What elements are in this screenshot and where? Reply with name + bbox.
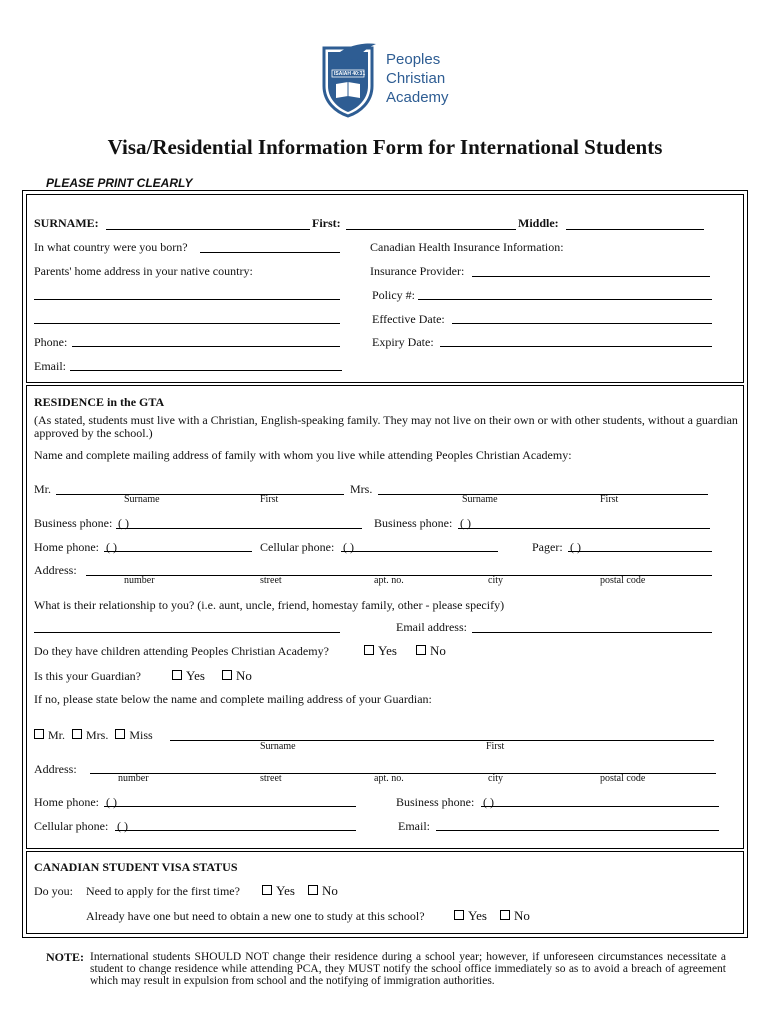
note-label: NOTE: [46, 950, 85, 964]
checkbox-icon[interactable] [172, 670, 182, 680]
children-no-option[interactable] [416, 643, 446, 659]
residence-heading: RESIDENCE in the GTA [34, 395, 165, 409]
mrs-surname-sub: Surname [462, 494, 498, 505]
guardian-cellular-phone-label: Cellular phone: [34, 819, 109, 833]
yes-label: Yes [378, 643, 397, 658]
mr-label: Mr. [34, 482, 52, 496]
crest-icon [320, 42, 378, 118]
guardian-address-label: Address: [34, 762, 77, 776]
school-name [386, 50, 449, 107]
miss-option[interactable] [115, 728, 152, 742]
business-phone-label-2: Business phone: [374, 516, 453, 530]
guardian-instructions: If no, please state below the name and complete mailing address of your Guardian: [34, 692, 432, 706]
middle-label: Middle: [518, 216, 559, 230]
expiry-label: Expiry Date: [372, 335, 434, 349]
cellular-phone-paren: ( ) [343, 540, 354, 554]
guardian-business-phone-label: Business phone: [396, 795, 475, 809]
pager-field[interactable] [568, 551, 712, 552]
guardian-no-option[interactable] [222, 668, 252, 684]
apt-sub: apt. no. [374, 575, 404, 586]
business-phone-paren: ( ) [118, 516, 129, 530]
no-label: No [322, 883, 338, 898]
parents-address-label: Parents' home address in your native country: [34, 264, 253, 278]
guardian-business-phone-field[interactable] [481, 806, 719, 807]
provider-label: Insurance Provider: [370, 264, 465, 278]
no-label: No [236, 668, 252, 683]
home-phone-label: Home phone: [34, 540, 99, 554]
mr-option[interactable] [34, 728, 65, 742]
relationship-field[interactable] [34, 632, 340, 633]
checkbox-icon[interactable] [34, 729, 44, 739]
no-label: No [514, 908, 530, 923]
address-label: Address: [34, 563, 77, 577]
guardian-business-phone-paren: ( ) [483, 795, 494, 809]
already-have-question: Already have one but need to obtain a new one to study at this school? [86, 909, 425, 923]
expiry-date-field[interactable] [440, 346, 712, 347]
provider-field[interactable] [472, 276, 710, 277]
guardian-street-sub: street [260, 773, 282, 784]
home-phone-paren: ( ) [106, 540, 117, 554]
effective-label: Effective Date: [372, 312, 445, 326]
school-logo [320, 42, 460, 118]
checkbox-icon[interactable] [308, 885, 318, 895]
apply-first-question: Need to apply for the first time? [86, 884, 240, 898]
postal-sub: postal code [600, 575, 646, 586]
checkbox-icon[interactable] [416, 645, 426, 655]
guardian-city-sub: city [488, 773, 503, 784]
middle-name-field[interactable] [566, 229, 704, 230]
cellular-phone-field[interactable] [341, 551, 498, 552]
mr-option-label: Mr. [48, 728, 66, 742]
guardian-number-sub: number [118, 773, 149, 784]
pager-label: Pager: [532, 540, 563, 554]
mrs-option[interactable] [72, 728, 108, 742]
policy-label: Policy #: [372, 288, 416, 302]
pager-paren: ( ) [570, 540, 581, 554]
business-phone-field[interactable] [116, 528, 362, 529]
yes-label: Yes [468, 908, 487, 923]
children-yes-option[interactable] [364, 643, 397, 659]
born-label: In what country were you born? [34, 240, 188, 254]
checkbox-icon[interactable] [454, 910, 464, 920]
mrs-label: Mrs. [350, 482, 373, 496]
guardian-apt-sub: apt. no. [374, 773, 404, 784]
apply-first-yes-option[interactable] [262, 883, 295, 899]
guardian-surname-sub: Surname [260, 741, 296, 752]
number-sub: number [124, 575, 155, 586]
email-field[interactable] [70, 370, 342, 371]
relationship-label: What is their relationship to you? (i.e. aunt, uncle, friend, homestay family, other - please specify) [34, 598, 505, 612]
already-have-no-option[interactable] [500, 908, 530, 924]
born-field[interactable] [200, 252, 340, 253]
checkbox-icon[interactable] [72, 729, 82, 739]
guardian-home-phone-label: Home phone: [34, 795, 99, 809]
home-phone-field[interactable] [104, 551, 252, 552]
yes-label: Yes [186, 668, 205, 683]
school-name-line-1: Peoples [386, 51, 441, 68]
guardian-email-label: Email: [398, 819, 430, 833]
school-name-line-2: Christian [386, 70, 446, 87]
surname-label: SURNAME: [34, 216, 99, 230]
guardian-title-options [34, 728, 153, 743]
mrs-name-field[interactable] [378, 494, 708, 495]
email-address-label: Email address: [396, 620, 467, 634]
print-notice: PLEASE PRINT CLEARLY [46, 176, 193, 190]
cellular-phone-label: Cellular phone: [260, 540, 335, 554]
already-have-yes-option[interactable] [454, 908, 487, 924]
checkbox-icon[interactable] [364, 645, 374, 655]
guardian-name-field[interactable] [170, 740, 714, 741]
business-phone-field-2[interactable] [458, 528, 710, 529]
checkbox-icon[interactable] [262, 885, 272, 895]
business-phone-label: Business phone: [34, 516, 113, 530]
apply-first-no-option[interactable] [308, 883, 338, 899]
do-you-label: Do you: [34, 884, 73, 898]
business-phone-paren-2: ( ) [460, 516, 471, 530]
school-name-line-3: Academy [386, 89, 449, 106]
health-info-label: Canadian Health Insurance Information: [370, 240, 564, 254]
parents-address-line-2[interactable] [34, 323, 340, 324]
guardian-question: Is this your Guardian? [34, 669, 141, 683]
checkbox-icon[interactable] [115, 729, 125, 739]
yes-label: Yes [276, 883, 295, 898]
guardian-cellular-phone-field[interactable] [115, 830, 356, 831]
city-sub: city [488, 575, 503, 586]
guardian-first-sub: First [486, 741, 505, 752]
guardian-postal-sub: postal code [600, 773, 646, 784]
policy-field[interactable] [418, 299, 712, 300]
visa-heading: CANADIAN STUDENT VISA STATUS [34, 860, 238, 874]
first-name-field[interactable] [346, 229, 516, 230]
miss-option-label: Miss [129, 728, 153, 742]
street-sub: street [260, 575, 282, 586]
email-address-field[interactable] [472, 632, 712, 633]
guardian-cellular-phone-paren: ( ) [117, 819, 128, 833]
email-label: Email: [34, 359, 66, 373]
mrs-option-label: Mrs. [86, 728, 109, 742]
surname-field[interactable] [106, 229, 310, 230]
checkbox-icon[interactable] [222, 670, 232, 680]
guardian-yes-option[interactable] [172, 668, 205, 684]
page-title: Visa/Residential Information Form for International Students [107, 135, 663, 159]
phone-field[interactable] [72, 346, 340, 347]
mrs-first-sub: First [600, 494, 619, 505]
guardian-email-field[interactable] [436, 830, 719, 831]
checkbox-icon[interactable] [500, 910, 510, 920]
parents-address-line-1[interactable] [34, 299, 340, 300]
guardian-home-phone-paren: ( ) [106, 795, 117, 809]
mr-name-field[interactable] [56, 494, 344, 495]
phone-label: Phone: [34, 335, 68, 349]
mr-first-sub: First [260, 494, 279, 505]
crest-text: ISAIAH 40:31 [334, 71, 366, 77]
children-question: Do they have children attending Peoples Christian Academy? [34, 644, 329, 658]
effective-date-field[interactable] [452, 323, 712, 324]
family-name-prompt: Name and complete mailing address of family with whom you live while attending Peoples Christian Academy: [34, 448, 572, 462]
no-label: No [430, 643, 446, 658]
guardian-home-phone-field[interactable] [104, 806, 356, 807]
residence-note: (As stated, students must live with a Christian, English-speaking family. They may not live on their own or with other students, without a guardian approved by the school.) [34, 413, 738, 440]
mr-surname-sub: Surname [124, 494, 160, 505]
first-label: First: [312, 216, 341, 230]
note-text: International students SHOULD NOT change their residence during a school year; however, if unforeseen circumstances necessitate a student to change residence while attending PCA, they MUST notify the school office immediately so as to avoid a breach of agreement which may result in expulsion from school and the notifying of immigration authorities. [90, 951, 726, 987]
